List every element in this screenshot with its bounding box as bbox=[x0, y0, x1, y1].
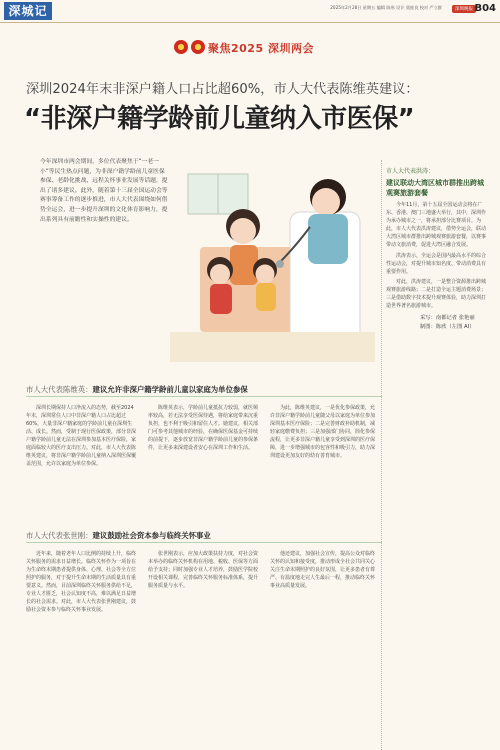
sidebar-paragraph: 今年11月，第十五届全国运动会将在广东、香港、澳门三地盛大举行，其中，深圳作为承办城市之一，将承担部分比赛项目。为此，市人大代表洪涛建议，借势全运会，联动大湾区城市群推出跨城观赛旅游套餐，以赛事带动文旅消费，促进大湾区融合发展。 bbox=[386, 202, 487, 249]
section-1-column-3: 为此，陈维英建议，一是优化参保政策，允许非深户籍学龄前儿童随父母以家庭为单位参加深圳基本医疗保险；二是完善财政补助机制，减轻家庭缴费负担；三是加强部门协同，简化参保流程，让更多非深户籍儿童享受到深圳的医疗保障，进一步增强城市的包容性和吸引力，助力深圳建设更加友好的幼有善育城市。 bbox=[270, 405, 376, 460]
section-2-heading bbox=[26, 530, 211, 541]
section-2-column-2: 张世刚表示，应加大政策扶持力度，对社会资本举办的临终关怀机构在用地、税收、医保等方面给予支持；同时加强专业人才培养，鼓励医学院校开设相关课程，完善临终关怀服务标准体系，提升服务质量与水平。 bbox=[148, 551, 259, 590]
emblems bbox=[174, 40, 205, 54]
editor-credit: 制图：陈欣（左图 AI） bbox=[420, 324, 475, 331]
masthead-band bbox=[0, 0, 500, 23]
lead-paragraph: 今年深圳市两会期间，多位代表聚焦于“一老一小”等民生热点问题，为非深户籍学龄前儿童医保参保、老龄化挑战、远程关怀事业发展等话题，提出了诸多建议。此外，随着第十三届全国运动会等赛事筹备工作的逐步推进，市人大代表围绕如何借势全运会，进一步提升深圳的文化体育影响力，提出系列具有前瞻性和实操性的建议。 bbox=[40, 159, 168, 223]
section-1-tag: 市人大代表陈维英： bbox=[26, 385, 93, 394]
column-divider bbox=[381, 160, 382, 750]
section-tag: 深城记 bbox=[4, 2, 52, 20]
banner-title: 聚焦2025 深圳两会 bbox=[208, 42, 314, 55]
reporter-credit: 采写：南都记者 张艳丽 bbox=[420, 315, 475, 322]
section-2-title: 建议鼓励社会资本参与临终关怀事业 bbox=[92, 531, 211, 540]
section-2-rule bbox=[26, 542, 382, 543]
headline-main: “非深户籍学龄前儿童纳入市医保” bbox=[24, 104, 415, 134]
sidebar-article bbox=[386, 166, 490, 332]
sidebar-tag: 市人大代表洪涛： bbox=[386, 168, 435, 175]
party-emblem-icon bbox=[174, 40, 188, 54]
section-1-title: 建议允许非深户籍学龄前儿童以家庭为单位参保 bbox=[92, 385, 248, 394]
sidebar-title: 建议联动大湾区城市群推出跨城观赛旅游套餐 bbox=[386, 179, 484, 197]
sidebar-paragraph: 洪涛表示，全运会是国内最高水平的综合性运动会，对提升城市知名度、带动消费具有重要作用。 bbox=[386, 252, 487, 275]
family-doctor-children-illustration bbox=[170, 152, 375, 362]
date-line: 2025年2月28日 星期五 编辑 陈彤 设计 莫桂良 校对 严立群 bbox=[330, 5, 442, 10]
section-2-column-1: 近年来，随着老年人口比例的持续上升，临终关怀服务的需求日益增长。临终关怀作为一项旨在为生命终末期患者提供身体、心理、社会等全方位照护的服务，对于提升生命末期的生活质量具有重要意义。然而，目前深圳临终关怀服务供给不足，专业人才匮乏，社会认知度不高，难以满足日益增长的社会需求。对此，市人大代表张世刚建议，鼓励社会资本参与临终关怀事业发展。 bbox=[26, 551, 137, 614]
page-number: B04 bbox=[474, 3, 496, 14]
byline bbox=[386, 314, 490, 332]
headline-kicker: 深圳2024年末非深户籍人口占比超60%，市人大代表陈维英建议： bbox=[26, 82, 419, 97]
section-1-column-2: 陈维英表示，学龄前儿童抵抗力较弱，就医频率较高，若无法享受医保待遇，将给家庭带来沉重负担，也不利于吸引和留住人才。她建议，相关部门可参考其他城市的经验，在确保医保基金可持续的前提下，逐步放宽非深户籍学龄前儿童的参保条件，让更多来深建设者安心在深圳工作和生活。 bbox=[148, 405, 259, 452]
section-2-column-3: 他还建议，加强社会宣传，提高公众对临终关怀的认知和接受度，推动形成全社会共同关心关注生命末期照护的良好氛围，让更多患者有尊严、有温度地走完人生最后一程，推动临终关怀事业高质量发展。 bbox=[270, 551, 376, 590]
sidebar-paragraph: 对此，洪涛建议，一是整合资源推出跨城观赛旅游线路；二是打造全运主题消费场景；三是借助数字技术提升观赛体验，助力深圳打造世界著名旅游城市。 bbox=[386, 278, 487, 310]
section-1-column-1: 深圳长期保持人口净流入的态势，截至2024年末，深圳常住人口中非深户籍人口占比超过60%，大量非深户籍家庭的学龄前儿童在深圳生活、成长。然而，受制于现行医保政策，部分非深户籍学龄前儿童无法在深圳参加基本医疗保险，家庭面临较大的医疗支出压力。对此，市人大代表陈维英建议，将非深户籍学龄前儿童纳入深圳医保覆盖范围，允许以家庭为单位参保。 bbox=[26, 405, 137, 468]
national-emblem-icon bbox=[191, 40, 205, 54]
section-1-heading bbox=[26, 384, 248, 395]
section-2-tag: 市人大代表张世刚： bbox=[26, 531, 93, 540]
section-1-rule bbox=[26, 396, 382, 397]
site-badge: 深圳晚报 bbox=[452, 5, 476, 13]
